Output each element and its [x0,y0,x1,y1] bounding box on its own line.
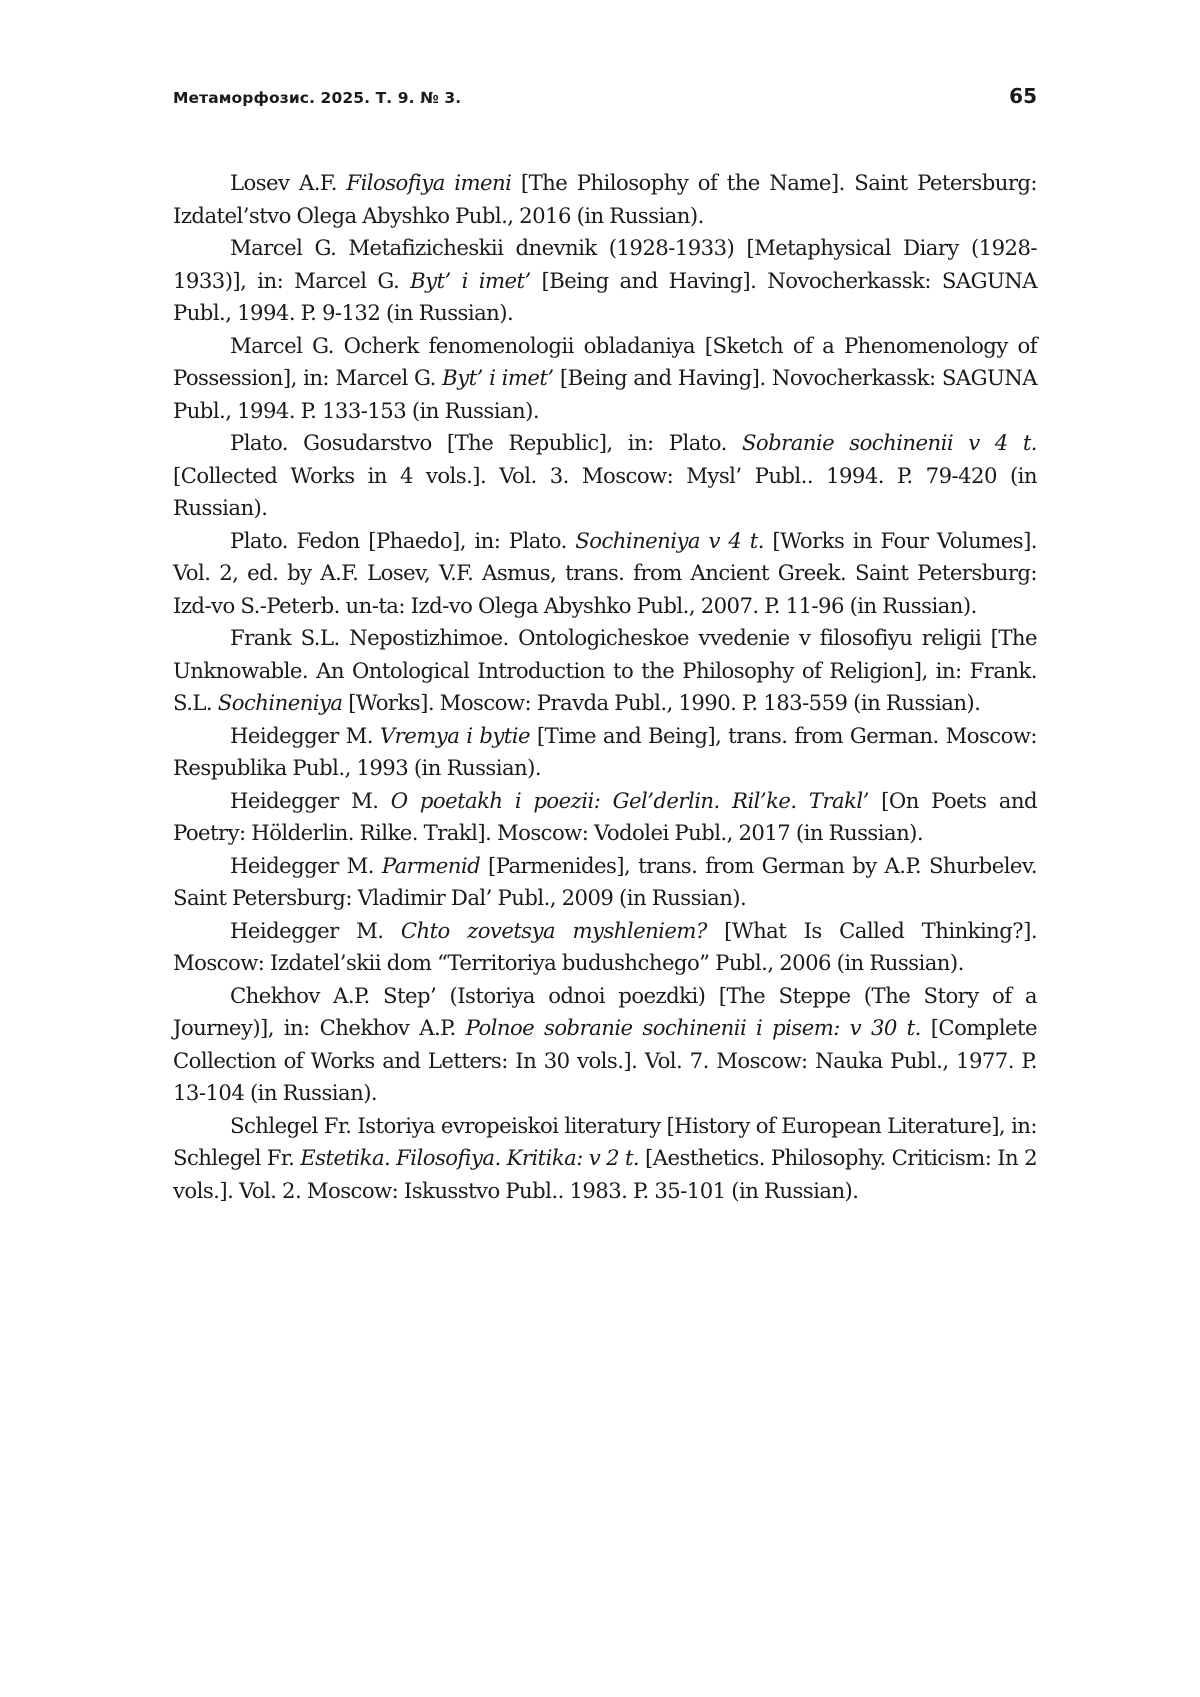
reference-entry: Marcel G. Metafizicheskii dnevnik (1928-1933) [Metaphysical Diary (1928-1933)], in: Marcel G. Byt’ i imet’ [Being and Having]. Novocherkassk: SAGUNA Publ., 1994. P. 9-132 (in Russian). [173,232,1037,330]
reference-entry: Heidegger M. Parmenid [Parmenides], trans. from German by A.P. Shurbelev. Saint Petersburg: Vladimir Dal’ Publ., 2009 (in Russian). [173,850,1037,915]
reference-entry: Chekhov A.P. Step’ (Istoriya odnoi poezdki) [The Steppe (The Story of a Journey)], in: Chekhov A.P. Polnoe sobranie sochinenii i pisem: v 30 t. [Complete Collection of Works and Letters: In 30 vols.]. Vol. 7. Moscow: Nauka Publ., 1977. P. 13-104 (in Russian). [173,980,1037,1110]
reference-title: Sochineniya v 4 t. [575,528,764,553]
running-head: Метаморфозис. 2025. Т. 9. № 3. [173,89,461,107]
reference-title: Sobranie sochinenii v 4 t. [742,430,1037,455]
reference-entry: Schlegel Fr. Istoriya evropeiskoi literatury [History of European Literature], in: Schlegel Fr. Estetika. Filosofiya. Kritika: v 2 t. [Aesthetics. Philosophy. Criticism: In 2 vols.]. Vol. 2. Moscow: Iskusstvo Publ.. 1983. P. 35-101 (in Russian). [173,1110,1037,1208]
reference-entry: Plato. Fedon [Phaedo], in: Plato. Sochineniya v 4 t. [Works in Four Volumes]. Vol. 2, ed. by A.F. Losev, V.F. Asmus, trans. from Ancient Greek. Saint Petersburg: Izd-vo S.-Peterb. un-ta: Izd-vo Olega Abyshko Publ., 2007. P. 11-96 (in Russian). [173,525,1037,623]
reference-title: Filosofiya imeni [346,170,511,195]
reference-entry: Heidegger M. O poetakh i poezii: Gel’derlin. Ril’ke. Trakl’ [On Poets and Poetry: Hölderlin. Rilke. Trakl]. Moscow: Vodolei Publ., 2017 (in Russian). [173,785,1037,850]
reference-entry: Heidegger M. Chto zovetsya myshleniem? [What Is Called Thinking?]. Moscow: Izdatel’skii dom “Territoriya budushchego” Publ., 2006 (in Russian). [173,915,1037,980]
reference-title: O poetakh i poezii: Gel’derlin. Ril’ke. Trakl’ [391,788,869,813]
reference-entry: Heidegger M. Vremya i bytie [Time and Being], trans. from German. Moscow: Respublika Publ., 1993 (in Russian). [173,720,1037,785]
page-header [173,84,1037,108]
page-number: 65 [1009,84,1037,108]
reference-title: Chto zovetsya myshleniem? [401,918,707,943]
reference-title: Parmenid [382,853,480,878]
reference-title: Estetika. Filosofiya. Kritika: v 2 t. [300,1145,639,1170]
reference-list [173,167,1037,1207]
reference-title: Vremya i bytie [380,723,530,748]
reference-title: Polnoe sobranie sochinenii i pisem: v 30 t. [466,1015,921,1040]
reference-entry: Plato. Gosudarstvo [The Republic], in: Plato. Sobranie sochinenii v 4 t. [Collected Works in 4 vols.]. Vol. 3. Moscow: Mysl’ Publ.. 1994. P. 79-420 (in Russian). [173,427,1037,525]
reference-entry: Losev A.F. Filosofiya imeni [The Philosophy of the Name]. Saint Petersburg: Izdatel’stvo Olega Abyshko Publ., 2016 (in Russian). [173,167,1037,232]
reference-title: Byt’ i imet’ [442,365,553,390]
reference-entry: Frank S.L. Nepostizhimoe. Ontologicheskoe vvedenie v filosofiyu religii [The Unknowable. An Ontological Introduction to the Philosophy of Religion], in: Frank. S.L. Sochineniya [Works]. Moscow: Pravda Publ., 1990. P. 183-559 (in Russian). [173,622,1037,720]
reference-entry: Marcel G. Ocherk fenomenologii obladaniya [Sketch of a Phenomenology of Possession], in: Marcel G. Byt’ i imet’ [Being and Having]. Novocherkassk: SAGUNA Publ., 1994. P. 133-153 (in Russian). [173,330,1037,428]
reference-title: Byt’ i imet’ [410,268,531,293]
reference-title: Sochineniya [218,690,343,715]
